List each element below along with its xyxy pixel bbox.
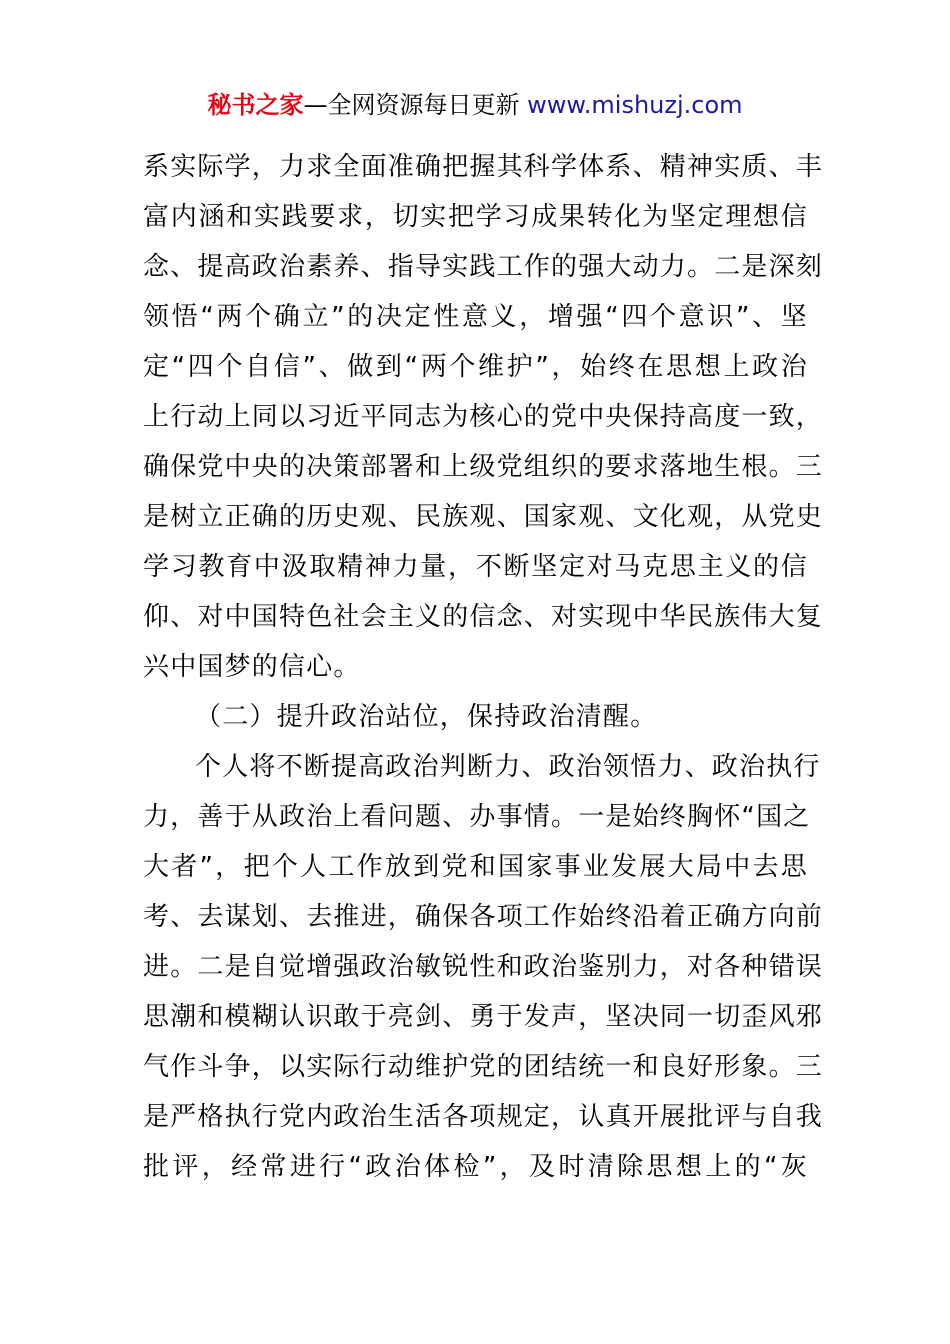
body-line: 考、去谋划、去推进，确保各项工作始终沿着正确方向前 [143, 902, 824, 932]
body-line: 学习教育中汲取精神力量，不断坚定对马克思主义的信 [143, 552, 808, 582]
body-line: 系实际学，力求全面准确把握其科学体系、精神实质、丰 [143, 152, 824, 182]
body-line: 兴中国梦的信心。 [143, 652, 361, 682]
body-line: 领悟“两个确立”的决定性意义，增强“四个意识”、坚 [143, 302, 808, 332]
body-line: 进。二是自觉增强政治敏锐性和政治鉴别力，对各种错误 [143, 952, 824, 982]
body-line: 个人将不断提高政治判断力、政治领悟力、政治执行 [195, 752, 821, 782]
body-line: 定“四个自信”、做到“两个维护”，始终在思想上政治 [143, 352, 808, 382]
body-line: 力，善于从政治上看问题、办事情。一是始终胸怀“国之 [143, 802, 811, 832]
page-header [0, 88, 950, 122]
body-line: 上行动上同以习近平同志为核心的党中央保持高度一致， [143, 402, 824, 432]
section-heading: （二）提升政治站位，保持政治清醒。 [195, 702, 658, 732]
site-tagline: —全网资源每日更新 [303, 91, 520, 119]
document-body [143, 142, 824, 1192]
body-line: 确保党中央的决策部署和上级党组织的要求落地生根。三 [143, 452, 824, 482]
body-line: 气作斗争，以实际行动维护党的团结统一和良好形象。三 [143, 1052, 824, 1082]
site-url-link[interactable]: www.mishuzj.com [527, 91, 743, 119]
body-line: 富内涵和实践要求，切实把学习成果转化为坚定理想信 [143, 202, 808, 232]
site-brand: 秘书之家 [207, 91, 304, 119]
body-line: 仰、对中国特色社会主义的信念、对实现中华民族伟大复 [143, 602, 824, 632]
body-line: 大者”，把个人工作放到党和国家事业发展大局中去思 [143, 852, 808, 882]
body-line: 批评，经常进行“政治体检”，及时清除思想上的“灰 [143, 1152, 808, 1182]
body-line: 是严格执行党内政治生活各项规定，认真开展批评与自我 [143, 1102, 824, 1132]
body-line: 念、提高政治素养、指导实践工作的强大动力。二是深刻 [143, 252, 824, 282]
body-line: 思潮和模糊认识敢于亮剑、勇于发声，坚决同一切歪风邪 [143, 1002, 824, 1032]
body-line: 是树立正确的历史观、民族观、国家观、文化观，从党史 [143, 502, 824, 532]
